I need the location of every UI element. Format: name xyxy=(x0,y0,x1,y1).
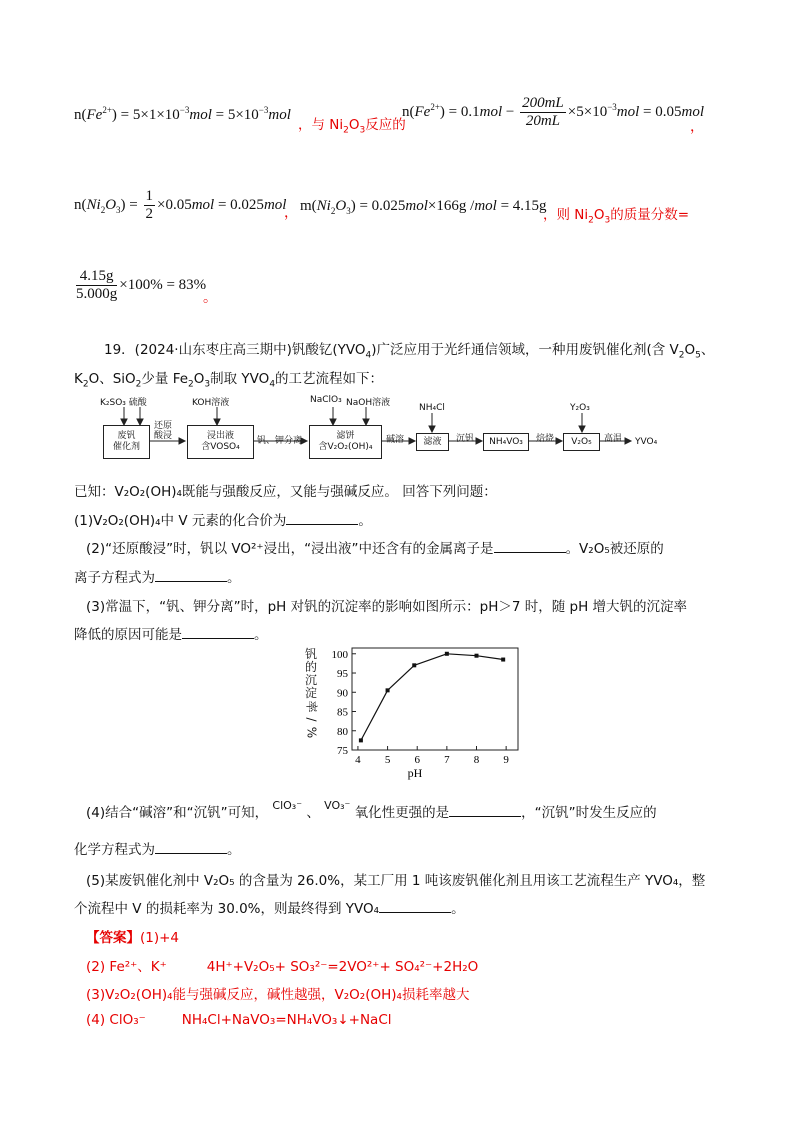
y-tick-label: 85 xyxy=(337,706,348,719)
calc-line-3-end: 。 xyxy=(203,290,217,306)
y-tick-label: 90 xyxy=(337,687,348,700)
answer-line-1: 【答案】(1)+4 xyxy=(86,930,180,946)
fraction-volume: $\frac{200mL}{20mL}$ xyxy=(522,95,564,129)
question-2-line-2: 离子方程式为 。 xyxy=(74,570,241,586)
flow-reagent-koh: KOH溶液 xyxy=(192,398,230,408)
flow-reagent-y2o3: Y₂O₃ xyxy=(570,403,590,413)
y-tick-label: 100 xyxy=(331,648,348,661)
question-3-line-2: 降低的原因可能是 。 xyxy=(74,627,268,643)
calc-line-1-left: $n(Fe^{2+}) = 5\times 1\times 10^{-3}mol = 5\times 10^{-3}mol$ xyxy=(74,105,291,123)
flow-step-precipitate: 沉钒 xyxy=(456,434,475,444)
answer-line-4: (4) ClO₃⁻ NH₄Cl+NaVO₃=NH₄VO₃↓+NaCl xyxy=(86,1012,392,1028)
question-2-line-1: (2)“还原酸浸”时，钒以 VO²⁺浸出，“浸出液”中还含有的金属离子是 。V₂O₅被还原的 xyxy=(86,541,664,557)
question-3-line-1: (3)常温下，“钒、钾分离”时，pH 对钒的沉淀率的影响如图所示：pH＞7 时，随 pH 增大钒的沉淀率 xyxy=(86,599,688,615)
calc-line-2-m: $m(Ni_2O_3) = 0.025mol\times 166g$ /mol = 4.15g xyxy=(300,198,547,216)
question-known: 已知：V₂O₂(OH)₄既能与强酸反应，又能与强碱反应。 回答下列问题： xyxy=(74,484,497,500)
calc-line-3: $\frac{4.15g}{5.000g}$ ×100% = 83% xyxy=(76,268,207,302)
x-tick-label: 8 xyxy=(473,754,480,766)
question-5-line-2: 个流程中 V 的损耗率为 30.0%，则最终得到 YVO₄ 。 xyxy=(74,901,465,917)
calc-line-2-n: $n(Ni_2O_3)$ = $\frac{1}{2}$ ×0.05mol = 0.025mol xyxy=(74,188,287,222)
flow-step-high-temp: 高温 xyxy=(604,434,623,444)
flowchart-arrows xyxy=(90,395,710,465)
answer-blank-4a[interactable] xyxy=(449,804,521,817)
question-intro-line-1: 19．(2024·山东枣庄高三期中)钒酸钇$(YVO_4)$广泛应用于光纤通信领域，一种用废钒催化剂(含 $V_2O_5$、 xyxy=(104,342,715,361)
answer-blank-1[interactable] xyxy=(286,512,358,525)
question-5-line-1: (5)某废钒催化剂中 V₂O₅ 的含量为 26.0%，某工厂用 1 吨该废钒催化剂且用该工艺流程生产 YVO₄，整 xyxy=(86,873,706,889)
chart-plot xyxy=(300,640,530,785)
calc-line-2-comment: ，则 $Ni_2O_3$的质量分数= xyxy=(543,207,690,226)
flow-box-filter-cake: 滤饼 含V₂O₂(OH)₄ xyxy=(309,425,382,459)
x-axis-label: pH xyxy=(407,766,423,780)
answer-blank-2a[interactable] xyxy=(494,540,566,553)
flow-step-roast: 焙烧 xyxy=(536,434,555,444)
answer-blank-5[interactable] xyxy=(379,900,451,913)
fraction-mass: $\frac{4.15g}{5.000g}$ xyxy=(76,268,118,302)
flow-box-v2o5: V₂O₅ xyxy=(563,433,600,451)
question-intro-line-2: $K_2O$、SiO$_2$少量 $Fe_2O_3$制取 $YVO_4$的工艺流程如下： xyxy=(74,371,384,390)
flow-product-yvo4: YVO₄ xyxy=(635,437,658,447)
flow-box-filtrate: 滤液 xyxy=(416,433,449,451)
flow-box-leachate: 浸出液 含VOSO₄ xyxy=(187,425,254,459)
x-tick-label: 9 xyxy=(503,754,509,766)
y-tick-label: 80 xyxy=(337,725,348,738)
data-point xyxy=(386,688,390,692)
x-tick-label: 7 xyxy=(444,754,450,766)
answer-line-3: (3)V₂O₂(OH)₄能与强碱反应，碱性越强，V₂O₂(OH)₄损耗率越大 xyxy=(86,987,470,1003)
flow-reagent-naoh: NaOH溶液 xyxy=(346,398,391,408)
answer-blank-4b[interactable] xyxy=(155,841,227,854)
question-4-line-2: 化学方程式为 。 xyxy=(74,842,241,858)
answer-blank-2b[interactable] xyxy=(155,569,227,582)
flow-step-alkali-dissolve: 碱溶 xyxy=(386,435,405,445)
flow-step-acid-leach: 还原 酸浸 xyxy=(154,421,173,441)
ph-precipitation-chart xyxy=(300,640,530,785)
fraction-half: $\frac{1}{2}$ xyxy=(145,188,153,222)
calc-line-2-comma: ， xyxy=(284,205,298,221)
flow-reagent-naclo3: NaClO₃ xyxy=(310,395,342,405)
process-flowchart xyxy=(90,395,710,465)
data-point xyxy=(501,658,505,662)
data-point xyxy=(445,652,449,656)
x-tick-label: 5 xyxy=(384,754,391,766)
chart-y-label: 钒 的 沉 淀 率 / % xyxy=(304,647,319,739)
answer-line-2: (2) Fe²⁺、K⁺ 4H⁺+V₂O₅+ SO₃²⁻=2VO²⁺+ SO₄²⁻+2H₂O xyxy=(86,959,479,975)
calc-line-1-right: $n(Fe^{2+}) = 0.1mol$ − $\frac{200mL}{20mL}$ $\times 5\times 10^{-3}mol = 0.05mol$ xyxy=(402,95,704,129)
question-4-line-1: (4)结合“碱溶”和“沉钒”可知， $^{ClO_3^-}$ 、 $^{VO_3^-}$ 氧化性更强的是 ，“沉钒”时发生反应的 xyxy=(86,799,657,821)
calc-line-1-end: ， xyxy=(690,119,704,135)
data-point xyxy=(475,654,479,658)
answer-blank-3[interactable] xyxy=(182,626,254,639)
x-tick-label: 4 xyxy=(355,754,361,766)
question-1: (1)V₂O₂(OH)₄中 V 元素的化合价为 。 xyxy=(74,513,372,529)
calc-line-1-comment: ，与 $Ni_2O_3$反应的 xyxy=(298,117,406,136)
data-point xyxy=(412,663,416,667)
series-line xyxy=(361,654,503,741)
y-tick-label: 75 xyxy=(337,745,348,757)
ion-clo3: ClO₃⁻ xyxy=(272,799,303,812)
flow-reagent-nh4cl: NH₄Cl xyxy=(419,403,445,413)
flow-step-separation: 钒、钾分离 xyxy=(257,436,303,446)
flow-reagent-k2so3: K₂SO₃ 硫酸 xyxy=(100,398,147,408)
flow-box-nh4vo3: NH₄VO₃ xyxy=(483,433,529,451)
ion-vo3: VO₃⁻ xyxy=(324,799,351,812)
flow-box-catalyst: 废钒 催化剂 xyxy=(103,425,150,459)
x-tick-label: 6 xyxy=(414,754,420,766)
data-point xyxy=(359,738,363,742)
chart-frame xyxy=(352,648,518,750)
y-tick-label: 95 xyxy=(337,668,348,681)
